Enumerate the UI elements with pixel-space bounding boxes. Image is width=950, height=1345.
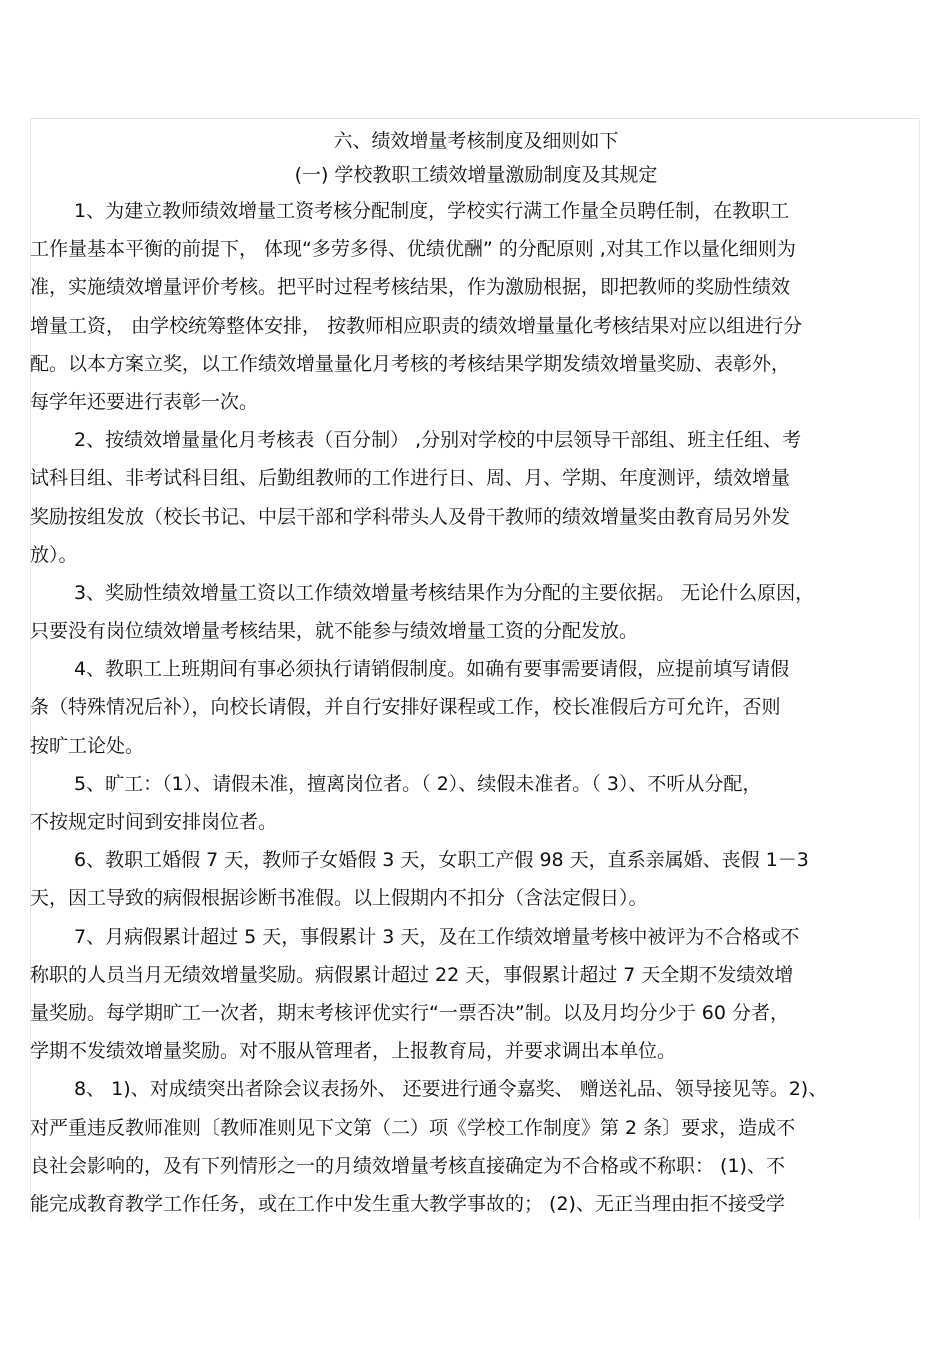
paragraph-1-line: 配。以本方案立奖，以工作绩效增量量化月考核的考核结果学期发绩效增量奖励、表彰外， <box>30 352 791 375</box>
paragraph-1-line: 增量工资， 由学校统筹整体安排， 按教师相应职责的绩效增量量化考核结果对应以组进行分 <box>30 314 803 337</box>
paragraph-7-line: 量奖励。每学期旷工一次者，期末考核评优实行“一票否决”制。以及月均分少于 60 分者， <box>30 1001 789 1024</box>
paragraph-8-line: 对严重违反教师准则〔教师准则见下文第（二）项《学校工作制度》第 2 条〕要求，造成不 <box>30 1116 796 1139</box>
paragraph-7-line: 学期不发绩效增量奖励。对不服从管理者，上报教育局，并要求调出本单位。 <box>30 1040 677 1063</box>
document-body <box>30 124 922 1223</box>
paragraph-2-line: 试科目组、非考试科目组、后勤组教师的工作进行日、周、月、学期、年度测评，绩效增量 <box>30 467 791 490</box>
paragraph-1-line: 工作量基本平衡的前提下， 体现“多劳多得、优绩优酬” 的分配原则 ,对其工作以量化细则为 <box>30 238 796 261</box>
paragraph-3-line: 3、奖励性绩效增量工资以工作绩效增量考核结果作为分配的主要依据。 无论什么原因， <box>74 581 815 604</box>
paragraph-2-line: 2、按绩效增量量化月考核表（百分制） ,分别对学校的中层领导干部组、班主任组、考 <box>74 429 802 452</box>
paragraph-2-line: 奖励按组发放（校长书记、中层干部和学科带头人及骨干教师的绩效增量奖由教育局另外发 <box>30 505 791 528</box>
document-heading: 六、绩效增量考核制度及细则如下 <box>333 130 619 152</box>
paragraph-5-line: 5、旷工：（1）、请假未准，擅离岗位者。（ 2）、续假未准者。（ 3）、不听从分配， <box>74 772 762 795</box>
paragraph-6-line: 天，因工导致的病假根据诊断书准假。以上假期内不扣分（含法定假日）。 <box>30 887 648 910</box>
paragraph-3-line: 只要没有岗位绩效增量考核结果，就不能参与绩效增量工资的分配发放。 <box>30 620 639 643</box>
document-subheading: (一) 学校教职工绩效增量激励制度及其规定 <box>294 164 658 186</box>
paragraph-8-line: 良社会影响的，及有下列情形之一的月绩效增量考核直接确定为不合格或不称职： (1)、不 <box>30 1154 785 1177</box>
paragraph-5-line: 不按规定时间到安排岗位者。 <box>30 811 278 833</box>
paragraph-4-line: 按旷工论处。 <box>30 734 145 757</box>
paragraph-4-line: 4、教职工上班期间有事必须执行请销假制度。如确有要事需要请假，应提前填写请假 <box>74 658 790 681</box>
paragraph-7-line: 称职的人员当月无绩效增量奖励。病假累计超过 22 天，事假累计超过 7 天全期不发绩效增 <box>30 963 794 986</box>
paragraph-1-line: 1、为建立教师绩效增量工资考核分配制度，学校实行满工作量全员聘任制，在教职工 <box>74 200 790 222</box>
paragraph-1-line: 每学年还要进行表彰一次。 <box>30 390 259 413</box>
paragraph-8-line: 8、 1)、对成绩突出者除会议表扬外、 还要进行通令嘉奖、 赠送礼品、领导接见等。2)、 <box>74 1078 828 1101</box>
paragraph-2-line: 放）。 <box>30 543 78 566</box>
paragraph-1-line: 准，实施绩效增量评价考核。把平时过程考核结果，作为激励根据，即把教师的奖励性绩效 <box>30 276 791 299</box>
paragraph-4-line: 条（特殊情况后补），向校长请假，并自行安排好课程或工作，校长准假后方可允许，否则 <box>30 696 781 719</box>
paragraph-7-line: 7、月病假累计超过 5 天，事假累计 3 天，及在工作绩效增量考核中被评为不合格或不 <box>74 925 800 948</box>
paragraph-6-line: 6、教职工婚假 7 天，教师子女婚假 3 天，女职工产假 98 天，直系亲属婚、丧假 1－3 <box>74 849 809 872</box>
paragraph-8-line: 能完成教育教学工作任务，或在工作中发生重大教学事故的； (2)、无正当理由拒不接受学 <box>30 1192 785 1215</box>
